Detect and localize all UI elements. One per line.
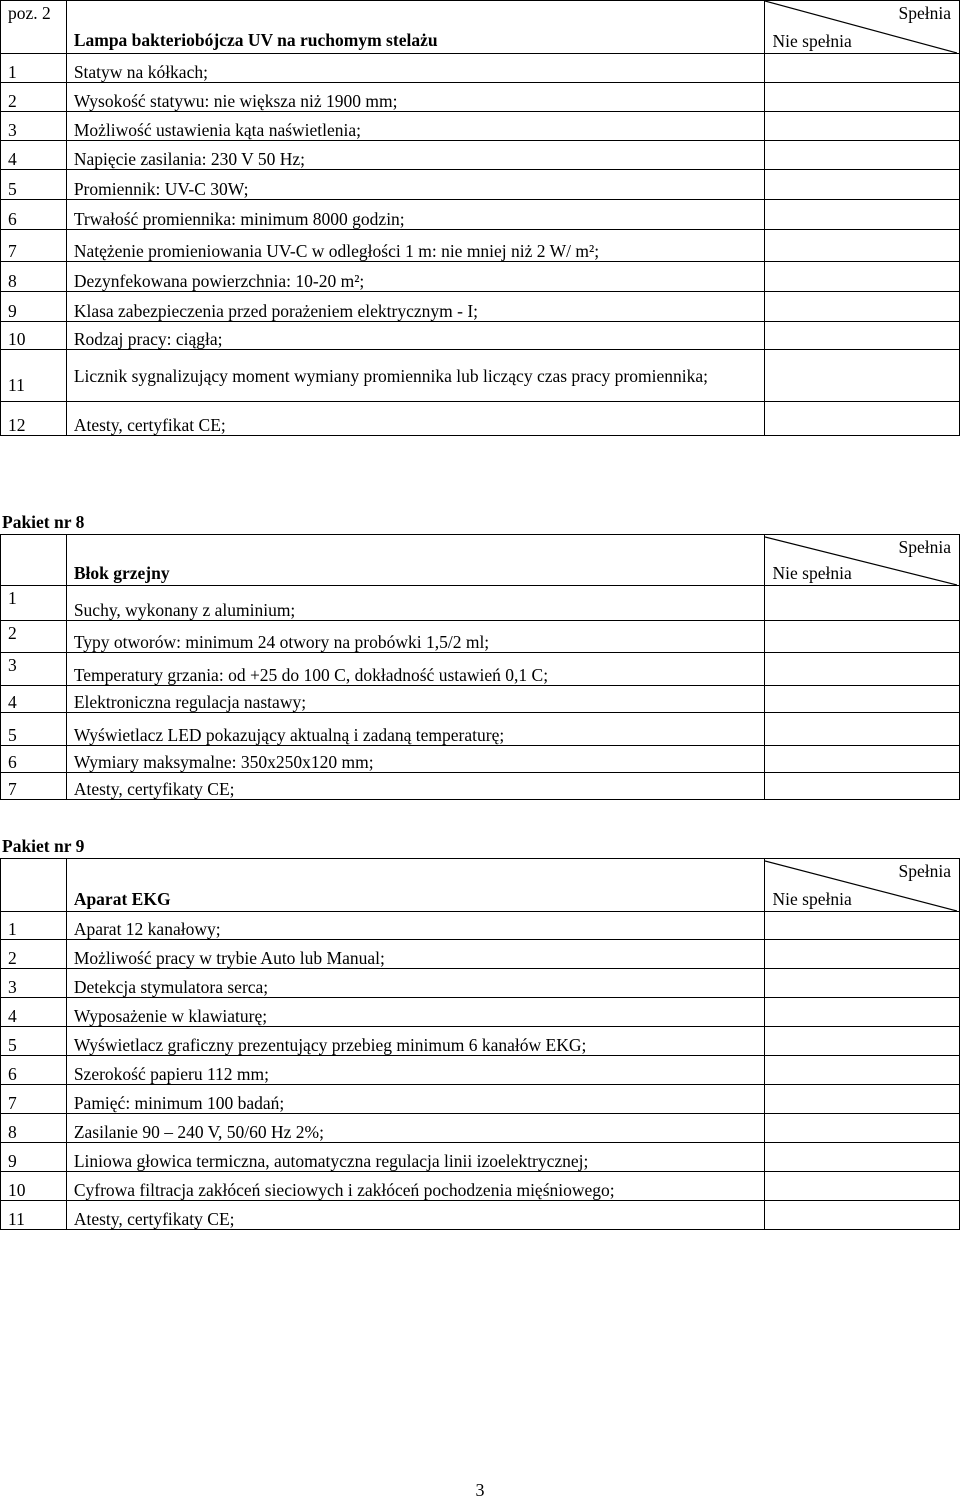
ecg-spec-table: [0, 858, 960, 1230]
row-answer-cell[interactable]: [764, 141, 959, 170]
row-answer-cell[interactable]: [764, 686, 959, 713]
table-row: [1, 83, 960, 112]
row-number: 10: [1, 322, 67, 350]
row-number: 4: [1, 686, 67, 713]
row-requirement: Temperatury grzania: od +25 do 100 C, dokładność ustawień 0,1 C;: [66, 653, 764, 686]
row-number: 3: [1, 653, 67, 686]
row-answer-cell[interactable]: [764, 998, 959, 1027]
row-answer-cell[interactable]: [764, 1143, 959, 1172]
row-requirement: Szerokość papieru 112 mm;: [66, 1056, 764, 1085]
row-requirement: Możliwość ustawienia kąta naświetlenia;: [66, 112, 764, 141]
row-answer-cell[interactable]: [764, 1114, 959, 1143]
row-answer-cell[interactable]: [764, 746, 959, 773]
item-title: Lampa bakteriobójcza UV na ruchomym stelażu: [66, 1, 764, 54]
not-complies-label: Nie spełnia: [772, 31, 852, 51]
row-answer-cell[interactable]: [764, 322, 959, 350]
row-number: 5: [1, 170, 67, 200]
row-answer-cell[interactable]: [764, 402, 959, 436]
table-row: [1, 1114, 960, 1143]
row-answer-cell[interactable]: [764, 292, 959, 322]
compliance-header: [764, 859, 959, 912]
table-row: [1, 170, 960, 200]
row-number: 1: [1, 912, 67, 940]
row-number: 11: [1, 350, 67, 402]
table-row: [1, 1172, 960, 1201]
table-row: [1, 230, 960, 262]
compliance-header: [764, 535, 959, 586]
table-row: [1, 402, 960, 436]
row-number: 2: [1, 621, 67, 653]
row-number: 7: [1, 230, 67, 262]
row-number: 11: [1, 1201, 67, 1230]
row-answer-cell[interactable]: [764, 586, 959, 621]
row-requirement: Suchy, wykonany z aluminium;: [66, 586, 764, 621]
page-number: 3: [475, 1480, 485, 1500]
row-number: 2: [1, 83, 67, 112]
row-requirement: Wyświetlacz LED pokazujący aktualną i zadaną temperaturę;: [66, 713, 764, 746]
table-row: [1, 262, 960, 292]
table-row: [1, 54, 960, 83]
row-requirement: Dezynfekowana powierzchnia: 10-20 m²;: [66, 262, 764, 292]
row-requirement: Statyw na kółkach;: [66, 54, 764, 83]
row-answer-cell[interactable]: [764, 1172, 959, 1201]
row-requirement: Klasa zabezpieczenia przed porażeniem elektrycznym - I;: [66, 292, 764, 322]
row-requirement: Cyfrowa filtracja zakłóceń sieciowych i zakłóceń pochodzenia mięśniowego;: [66, 1172, 764, 1201]
package-9-title: Pakiet nr 9: [2, 836, 85, 856]
row-number: 9: [1, 292, 67, 322]
row-answer-cell[interactable]: [764, 112, 959, 141]
row-answer-cell[interactable]: [764, 200, 959, 230]
table-row: [1, 773, 960, 800]
row-requirement: Typy otworów: minimum 24 otwory na probówki 1,5/2 ml;: [66, 621, 764, 653]
lamp-spec-table: [0, 0, 960, 436]
row-number: 5: [1, 1027, 67, 1056]
row-requirement: Wymiary maksymalne: 350x250x120 mm;: [66, 746, 764, 773]
row-answer-cell[interactable]: [764, 350, 959, 402]
row-requirement: Aparat 12 kanałowy;: [66, 912, 764, 940]
row-answer-cell[interactable]: [764, 1056, 959, 1085]
table-row: [1, 1143, 960, 1172]
table-header-row: [1, 535, 960, 586]
header-num-cell: [1, 535, 67, 586]
row-number: 6: [1, 1056, 67, 1085]
complies-label: Spełnia: [898, 537, 951, 557]
table-row: [1, 1201, 960, 1230]
row-answer-cell[interactable]: [764, 621, 959, 653]
row-requirement: Atesty, certyfikaty CE;: [66, 773, 764, 800]
table-row: [1, 653, 960, 686]
row-answer-cell[interactable]: [764, 54, 959, 83]
row-answer-cell[interactable]: [764, 713, 959, 746]
table-row: [1, 621, 960, 653]
row-requirement: Wyświetlacz graficzny prezentujący przebieg minimum 6 kanałów EKG;: [66, 1027, 764, 1056]
table-row: [1, 969, 960, 998]
row-requirement: Pamięć: minimum 100 badań;: [66, 1085, 764, 1114]
item-title: Aparat EKG: [66, 859, 764, 912]
row-answer-cell[interactable]: [764, 262, 959, 292]
row-number: 4: [1, 141, 67, 170]
not-complies-label: Nie spełnia: [772, 563, 852, 583]
row-answer-cell[interactable]: [764, 83, 959, 112]
row-number: 9: [1, 1143, 67, 1172]
row-number: 1: [1, 586, 67, 621]
row-answer-cell[interactable]: [764, 773, 959, 800]
package-8-title: Pakiet nr 8: [2, 512, 85, 532]
table-row: [1, 350, 960, 402]
table-row: [1, 746, 960, 773]
compliance-header: [764, 1, 959, 54]
row-number: 1: [1, 54, 67, 83]
row-answer-cell[interactable]: [764, 1027, 959, 1056]
position-label: poz. 2: [1, 1, 67, 54]
table-row: [1, 1056, 960, 1085]
table-row: [1, 322, 960, 350]
row-number: 4: [1, 998, 67, 1027]
item-title: Błok grzejny: [66, 535, 764, 586]
complies-label: Spełnia: [898, 861, 951, 881]
table-row: [1, 112, 960, 141]
row-answer-cell[interactable]: [764, 1201, 959, 1230]
row-number: 10: [1, 1172, 67, 1201]
table-header-row: [1, 1, 960, 54]
table-row: [1, 141, 960, 170]
row-requirement: Zasilanie 90 – 240 V, 50/60 Hz 2%;: [66, 1114, 764, 1143]
row-requirement: Rodzaj pracy: ciągła;: [66, 322, 764, 350]
table-row: [1, 1027, 960, 1056]
row-number: 2: [1, 940, 67, 969]
row-answer-cell[interactable]: [764, 912, 959, 940]
row-requirement: Natężenie promieniowania UV-C w odległości 1 m: nie mniej niż 2 W/ m²;: [66, 230, 764, 262]
row-number: 8: [1, 1114, 67, 1143]
table-row: [1, 1085, 960, 1114]
row-number: 3: [1, 969, 67, 998]
row-requirement: Napięcie zasilania: 230 V 50 Hz;: [66, 141, 764, 170]
header-num-cell: [1, 859, 67, 912]
row-requirement: Liniowa głowica termiczna, automatyczna regulacja linii izoelektrycznej;: [66, 1143, 764, 1172]
row-answer-cell[interactable]: [764, 940, 959, 969]
row-answer-cell[interactable]: [764, 653, 959, 686]
row-answer-cell[interactable]: [764, 969, 959, 998]
row-requirement: Detekcja stymulatora serca;: [66, 969, 764, 998]
table-row: [1, 998, 960, 1027]
table-row: [1, 940, 960, 969]
row-requirement: Promiennik: UV-C 30W;: [66, 170, 764, 200]
row-requirement: Licznik sygnalizujący moment wymiany promiennika lub liczący czas pracy promiennika;: [66, 350, 764, 402]
row-requirement: Elektroniczna regulacja nastawy;: [66, 686, 764, 713]
table-row: [1, 686, 960, 713]
table-row: [1, 912, 960, 940]
heating-block-spec-table: [0, 534, 960, 800]
row-number: 6: [1, 200, 67, 230]
row-number: 7: [1, 1085, 67, 1114]
row-number: 7: [1, 773, 67, 800]
complies-label: Spełnia: [898, 3, 951, 23]
row-requirement: Możliwość pracy w trybie Auto lub Manual;: [66, 940, 764, 969]
row-number: 5: [1, 713, 67, 746]
table-row: [1, 200, 960, 230]
table-row: [1, 292, 960, 322]
table-header-row: [1, 859, 960, 912]
row-requirement: Wyposażenie w klawiaturę;: [66, 998, 764, 1027]
row-answer-cell[interactable]: [764, 1085, 959, 1114]
row-requirement: Atesty, certyfikaty CE;: [66, 1201, 764, 1230]
row-number: 8: [1, 262, 67, 292]
row-requirement: Trwałość promiennika: minimum 8000 godzin;: [66, 200, 764, 230]
row-number: 12: [1, 402, 67, 436]
row-answer-cell[interactable]: [764, 170, 959, 200]
not-complies-label: Nie spełnia: [772, 889, 852, 909]
row-answer-cell[interactable]: [764, 230, 959, 262]
row-requirement: Wysokość statywu: nie większa niż 1900 mm;: [66, 83, 764, 112]
row-requirement: Atesty, certyfikat CE;: [66, 402, 764, 436]
table-row: [1, 586, 960, 621]
row-number: 6: [1, 746, 67, 773]
row-number: 3: [1, 112, 67, 141]
table-row: [1, 713, 960, 746]
